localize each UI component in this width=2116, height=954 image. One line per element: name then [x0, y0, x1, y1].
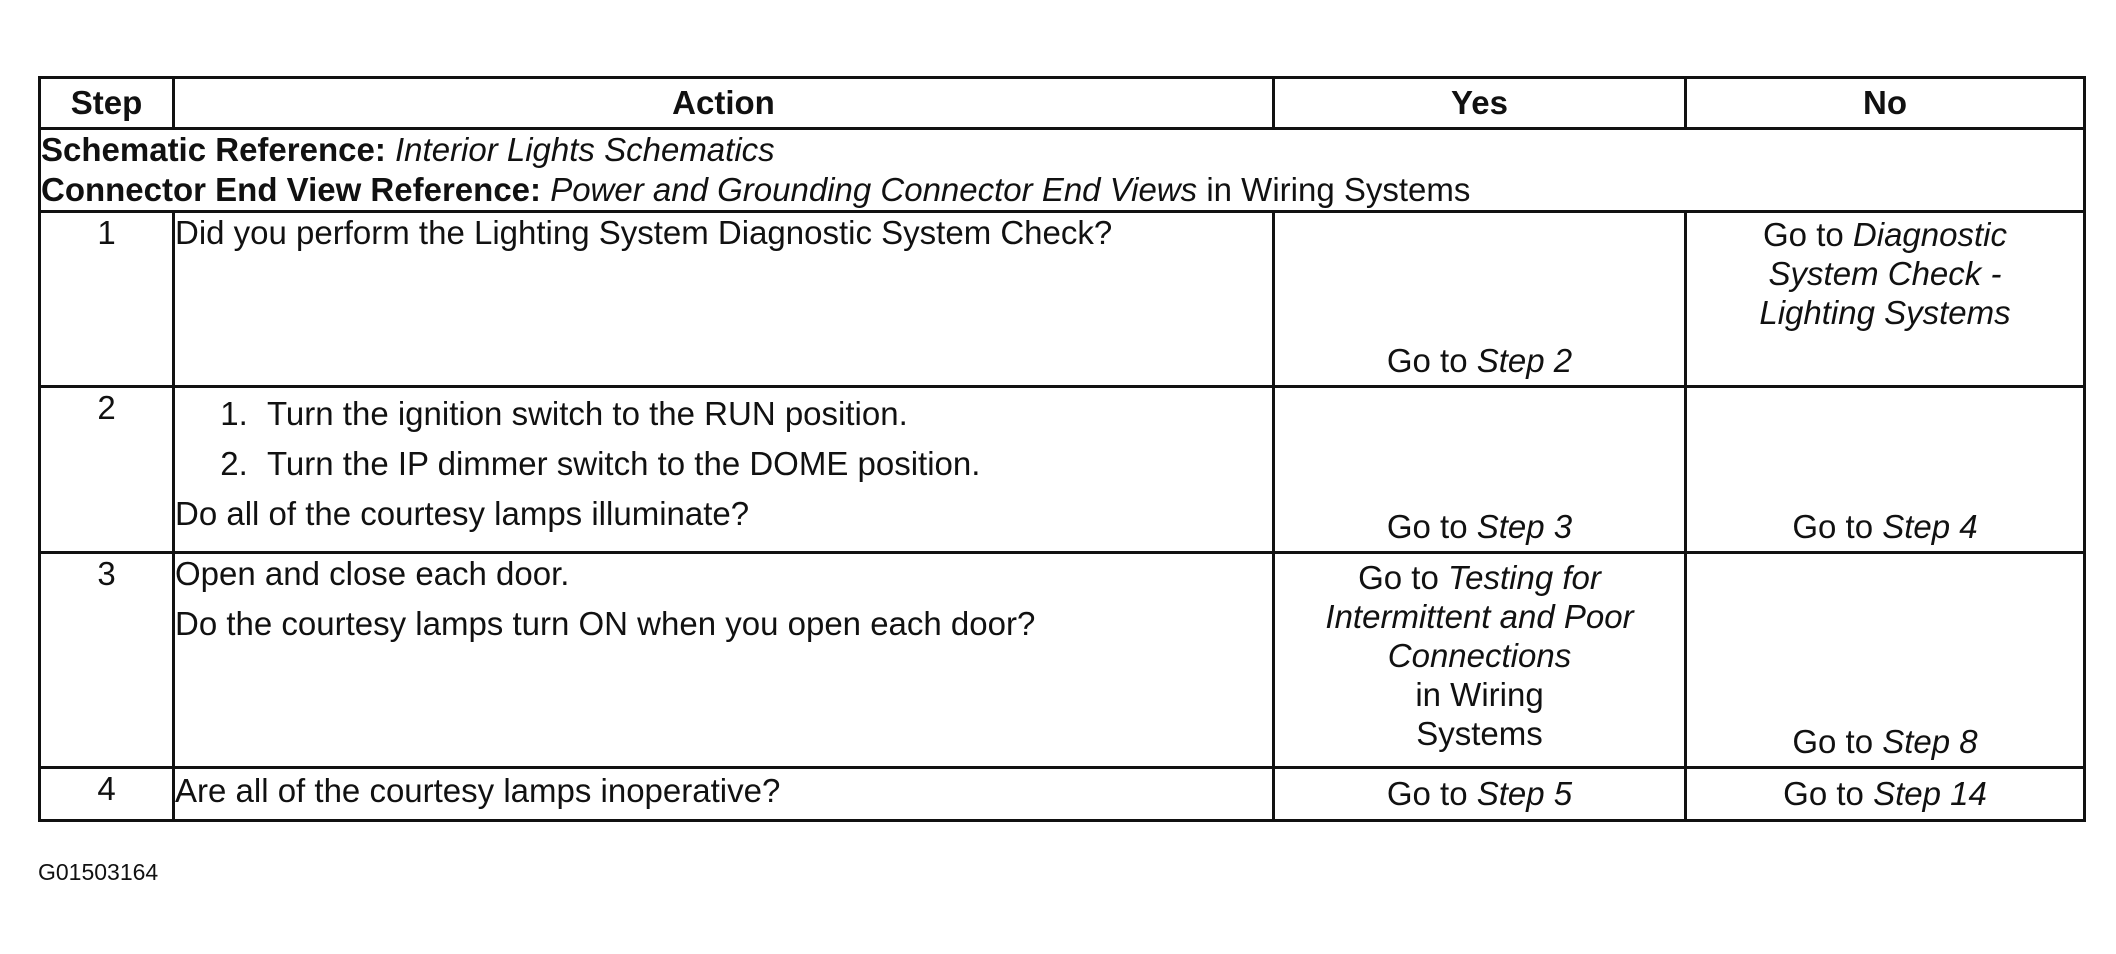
diagnostic-table	[38, 76, 2086, 822]
yes-prefix: Go to	[1386, 775, 1468, 812]
yes-result	[1275, 554, 1684, 753]
no-cell	[1686, 387, 2085, 553]
no-cell	[1686, 212, 2085, 387]
table-row	[40, 212, 2085, 387]
action-text: Did you perform the Lighting System Diagnostic System Check?	[174, 212, 1274, 387]
yes-result	[1275, 507, 1684, 547]
no-prefix: Go to	[1792, 508, 1874, 545]
step-number: 2	[40, 387, 174, 553]
schematic-reference-link[interactable]: Interior Lights Schematics	[395, 131, 775, 168]
connector-reference-suffix: in Wiring Systems	[1206, 171, 1471, 208]
action-question: Do all of the courtesy lamps illuminate?	[175, 495, 750, 532]
yes-prefix: Go to	[1386, 342, 1468, 379]
yes-prefix: Go to	[1386, 508, 1468, 545]
connector-reference-label: Connector End View Reference:	[41, 171, 542, 208]
no-result	[1687, 722, 2083, 762]
yes-prefix: Go to	[1358, 559, 1439, 596]
no-result	[1687, 507, 2083, 547]
action-text: Open and close each door.	[175, 555, 570, 592]
yes-suffix-line-2: Systems	[1416, 715, 1543, 752]
yes-suffix: in Wiring	[1415, 676, 1544, 713]
yes-link-line-2[interactable]: Intermittent and Poor	[1325, 598, 1634, 635]
reference-cell	[40, 129, 2085, 212]
no-link[interactable]: Step 14	[1873, 775, 1987, 812]
table-row	[40, 768, 2085, 821]
yes-cell	[1274, 212, 1686, 387]
yes-cell	[1274, 553, 1686, 768]
yes-link[interactable]: Testing for	[1448, 559, 1601, 596]
yes-link-line-3[interactable]: Connections	[1387, 637, 1572, 674]
action-cell	[174, 387, 1274, 553]
no-prefix: Go to	[1763, 216, 1844, 253]
header-step: Step	[40, 78, 174, 129]
yes-result	[1275, 341, 1684, 381]
table-row	[40, 553, 2085, 768]
action-text: Are all of the courtesy lamps inoperative?	[174, 768, 1274, 821]
no-link-line-2[interactable]: System Check -	[1768, 255, 2002, 292]
action-cell	[174, 553, 1274, 768]
step-number: 4	[40, 768, 174, 821]
no-link[interactable]: Step 8	[1882, 723, 1978, 760]
yes-link[interactable]: Step 3	[1476, 508, 1573, 545]
no-cell	[1686, 553, 2085, 768]
header-no: No	[1686, 78, 2085, 129]
instruction-list	[175, 394, 1272, 484]
reference-row	[40, 129, 2085, 212]
table-row	[40, 387, 2085, 553]
schematic-reference-label: Schematic Reference:	[41, 131, 386, 168]
yes-link[interactable]: Step 2	[1476, 342, 1573, 379]
no-link-line-3[interactable]: Lighting Systems	[1759, 294, 2011, 331]
no-prefix: Go to	[1792, 723, 1874, 760]
header-action: Action	[174, 78, 1274, 129]
instruction-item: 2. Turn the IP dimmer switch to the DOME position.	[257, 444, 1272, 484]
no-link[interactable]: Step 4	[1882, 508, 1978, 545]
instruction-item: 1. Turn the ignition switch to the RUN position.	[257, 394, 1272, 434]
no-cell	[1686, 768, 2085, 821]
yes-cell	[1274, 768, 1686, 821]
connector-reference	[41, 170, 2083, 210]
step-number: 1	[40, 212, 174, 387]
connector-reference-link[interactable]: Power and Grounding Connector End Views	[550, 171, 1198, 208]
yes-cell	[1274, 387, 1686, 553]
no-result	[1687, 213, 2083, 332]
yes-link[interactable]: Step 5	[1476, 775, 1573, 812]
header-yes: Yes	[1274, 78, 1686, 129]
action-question: Do the courtesy lamps turn ON when you open each door?	[175, 605, 1036, 642]
step-number: 3	[40, 553, 174, 768]
no-prefix: Go to	[1783, 775, 1864, 812]
schematic-reference	[41, 130, 2083, 170]
header-row	[40, 78, 2085, 129]
figure-id: G01503164	[38, 859, 159, 885]
no-link[interactable]: Diagnostic	[1852, 216, 2007, 253]
